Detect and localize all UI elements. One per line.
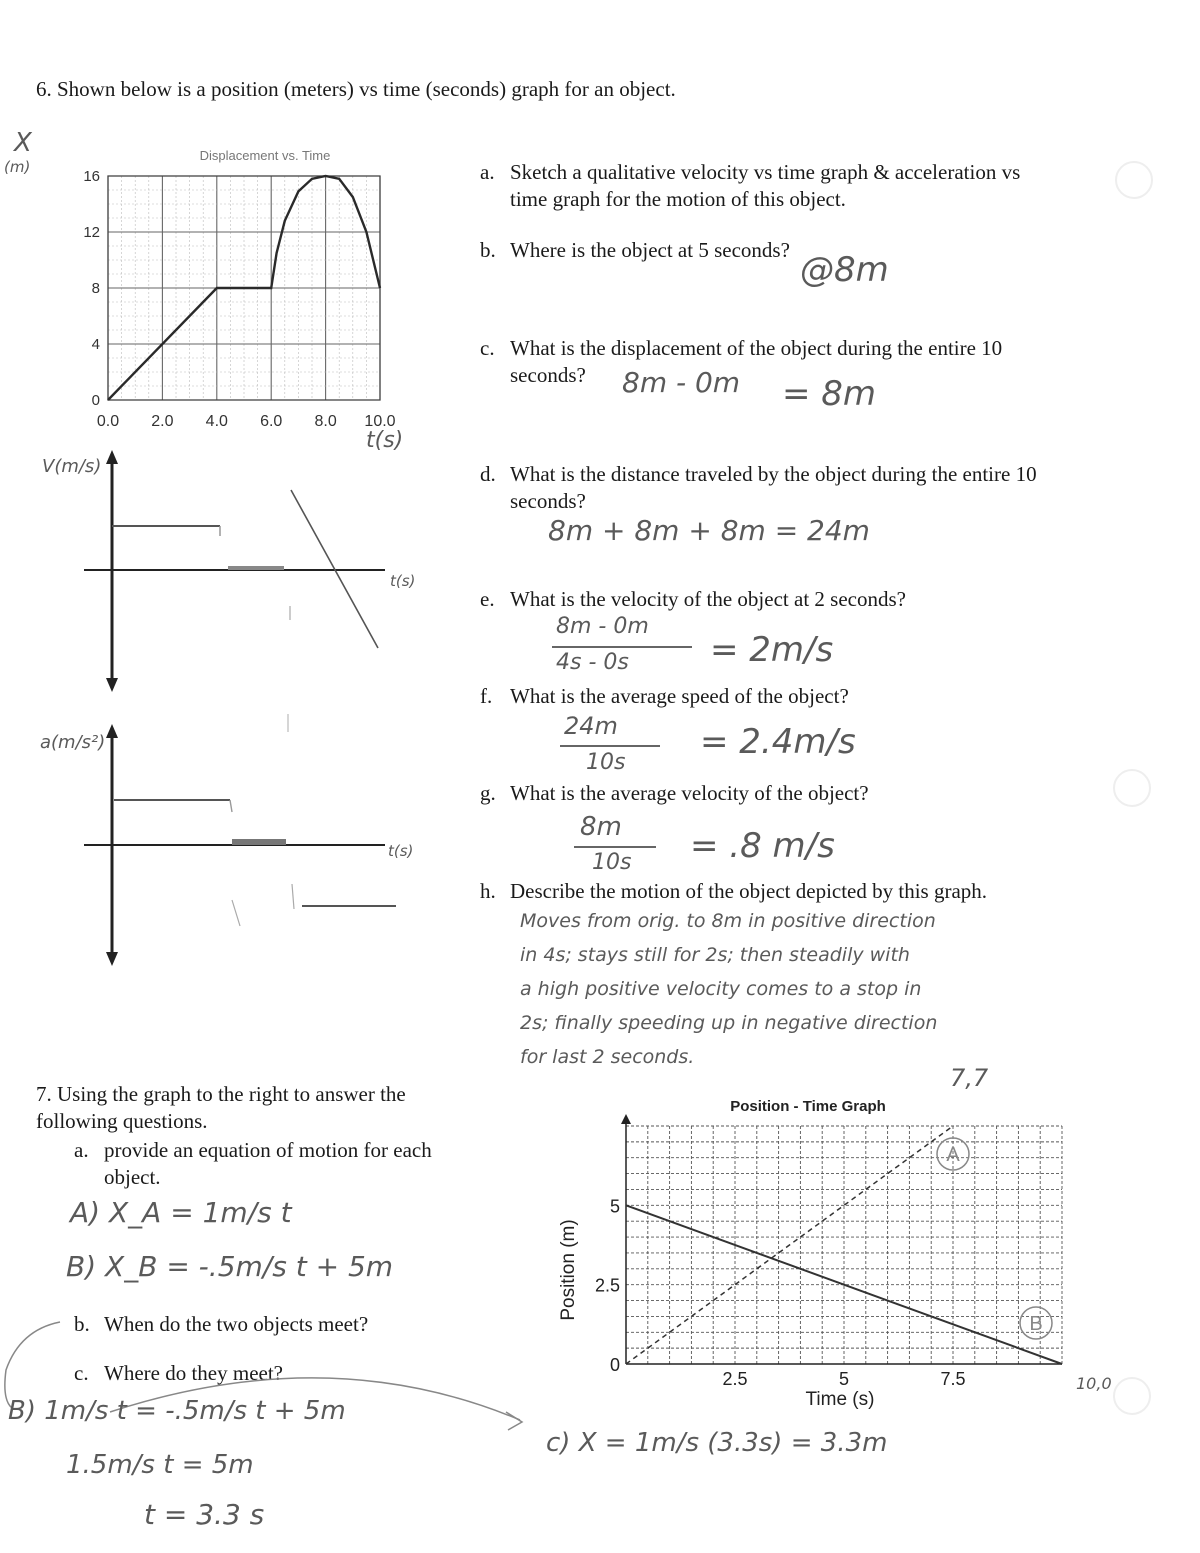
q7-heading: 7. Using the graph to the right to answer the following questions. — [36, 1082, 406, 1133]
work-line-3: t = 3.3 s — [144, 1498, 265, 1531]
a-axis-arrow-up-icon — [106, 724, 118, 738]
x-unit-note: (m) — [4, 158, 31, 176]
time-end-note: 10,0 — [1076, 1374, 1112, 1393]
a-tick-1 — [230, 800, 232, 812]
fraction-f-numerator: 24m — [564, 712, 618, 740]
answer-e: = 2m/s — [710, 630, 834, 670]
fraction-f-bar — [560, 745, 660, 747]
equation-b: B) X_B = -.5m/s t + 5m — [66, 1250, 394, 1283]
y-axis-arrow-icon — [621, 1114, 631, 1124]
x-tick-label: 5 — [838, 1369, 850, 1389]
fraction-g-numerator: 8m — [580, 812, 622, 842]
x-tick-label: 0.0 — [96, 413, 120, 430]
x-tick-label: 4.0 — [205, 413, 228, 430]
answer-h-line-4: 2s; finally speeding up in negative direction — [520, 1012, 938, 1034]
a-tick-3 — [232, 900, 240, 926]
accel-axis-label: a(m/s²) — [40, 732, 106, 753]
a-axis-arrow-down-icon — [106, 952, 118, 966]
q6-part-d: d. What is the distance traveled by the object during the entire 10 seconds? — [480, 462, 1037, 513]
v-axis-arrow-up-icon — [106, 450, 118, 464]
answer-b: @8m — [800, 250, 889, 290]
q6-part-c: c. What is the displacement of the object during the entire 10 seconds? — [480, 336, 1003, 387]
position-time-graph — [60, 140, 440, 460]
graph-title: Displacement vs. Time — [199, 148, 331, 163]
answer-h-line-1: Moves from orig. to 8m in positive direction — [520, 910, 936, 932]
punch-hole-1-icon — [1110, 150, 1160, 210]
answer-h-line-3: a high positive velocity comes to a stop in — [520, 978, 922, 1000]
fraction-e-bar — [552, 646, 692, 648]
fraction-g-bar — [574, 846, 656, 848]
q6-part-e: e. What is the velocity of the object at 2 seconds? — [480, 587, 906, 611]
q6-part-b: b. Where is the object at 5 seconds? — [480, 238, 790, 262]
answer-g: = .8 m/s — [690, 826, 835, 866]
answer-c: = 8m — [782, 374, 877, 414]
bracket-annotation — [0, 1300, 560, 1460]
x-tick-label: 6.0 — [260, 413, 283, 430]
series-a-line — [626, 1126, 953, 1364]
fraction-g-denominator: 10s — [592, 850, 632, 875]
position-time-graph-q7 — [540, 1090, 1120, 1420]
work-line-1: B) 1m/s t = -.5m/s t + 5m — [8, 1396, 346, 1426]
y-tick-label: 16 — [83, 168, 100, 185]
q7-part-b: b. When do the two objects meet? — [74, 1312, 369, 1336]
time-axis-note: t(s) — [366, 428, 404, 453]
work-line-2: 1.5m/s t = 5m — [66, 1450, 254, 1480]
fraction-f-denominator: 10s — [586, 750, 626, 775]
answer-f: = 2.4m/s — [700, 722, 856, 762]
a-time-label: t(s) — [388, 842, 414, 860]
v-axis-arrow-down-icon — [106, 678, 118, 692]
fraction-e-denominator: 4s - 0s — [556, 650, 629, 675]
velocity-axis-label: V(m/s) — [42, 456, 102, 477]
answer-h — [520, 904, 1160, 1074]
label-a-text: A — [946, 1144, 960, 1166]
punch-hole-2-icon — [1108, 758, 1158, 818]
y-tick-label: 0 — [91, 392, 100, 409]
q6-part-h: h. Describe the motion of the object depicted by this graph. — [480, 879, 988, 903]
graph2-x-label: Time (s) — [805, 1389, 875, 1410]
y-tick-label: 4 — [91, 336, 100, 353]
v-time-label: t(s) — [390, 572, 416, 590]
x-tick-label: 2.5 — [722, 1369, 748, 1389]
q6-part-g: g. What is the average velocity of the object? — [480, 781, 869, 805]
q7-part-c: c. Where do they meet? — [74, 1361, 283, 1385]
x-tick-label: 10.0 — [364, 413, 396, 430]
answer-d: 8m + 8m + 8m = 24m — [548, 514, 870, 547]
q7-part-a: a. provide an equation of motion for each object. — [74, 1138, 432, 1189]
y-tick-label: 5 — [609, 1196, 620, 1217]
answer-h-line-5: for last 2 seconds. — [520, 1046, 695, 1068]
x-tick-label: 8.0 — [314, 413, 337, 430]
x-tick-label: 7.5 — [940, 1369, 966, 1389]
x-axis-note: X — [14, 128, 32, 158]
y-tick-label: 0 — [609, 1355, 620, 1375]
fraction-e-numerator: 8m - 0m — [556, 614, 649, 639]
point-note: 7,7 — [950, 1064, 989, 1092]
y-tick-label: 12 — [83, 224, 100, 241]
graph2-title: Position - Time Graph — [730, 1098, 886, 1115]
work-c: 8m - 0m — [622, 366, 741, 399]
answer-7c: c) X = 1m/s (3.3s) = 3.3m — [546, 1428, 888, 1458]
punch-hole-3-icon — [1108, 1366, 1158, 1426]
x-tick-label: 2.0 — [151, 413, 174, 430]
velocity-sketch — [80, 440, 460, 700]
q6-part-f: f. What is the average speed of the object? — [480, 684, 849, 708]
q6-heading: 6. Shown below is a position (meters) vs time (seconds) graph for an object. — [36, 77, 676, 101]
a-tick-4 — [292, 884, 294, 909]
label-b-text: B — [1029, 1313, 1043, 1335]
graph2-y-label: Position (m) — [558, 1219, 579, 1321]
answer-h-line-2: in 4s; stays still for 2s; then steadily with — [520, 944, 910, 966]
q6-part-a: a. Sketch a qualitative velocity vs time graph & acceleration vs time graph for the motion of this object. — [480, 160, 1021, 211]
y-tick-label: 2.5 — [594, 1275, 620, 1296]
y-tick-label: 8 — [91, 280, 100, 297]
equation-a: A) X_A = 1m/s t — [70, 1196, 292, 1229]
